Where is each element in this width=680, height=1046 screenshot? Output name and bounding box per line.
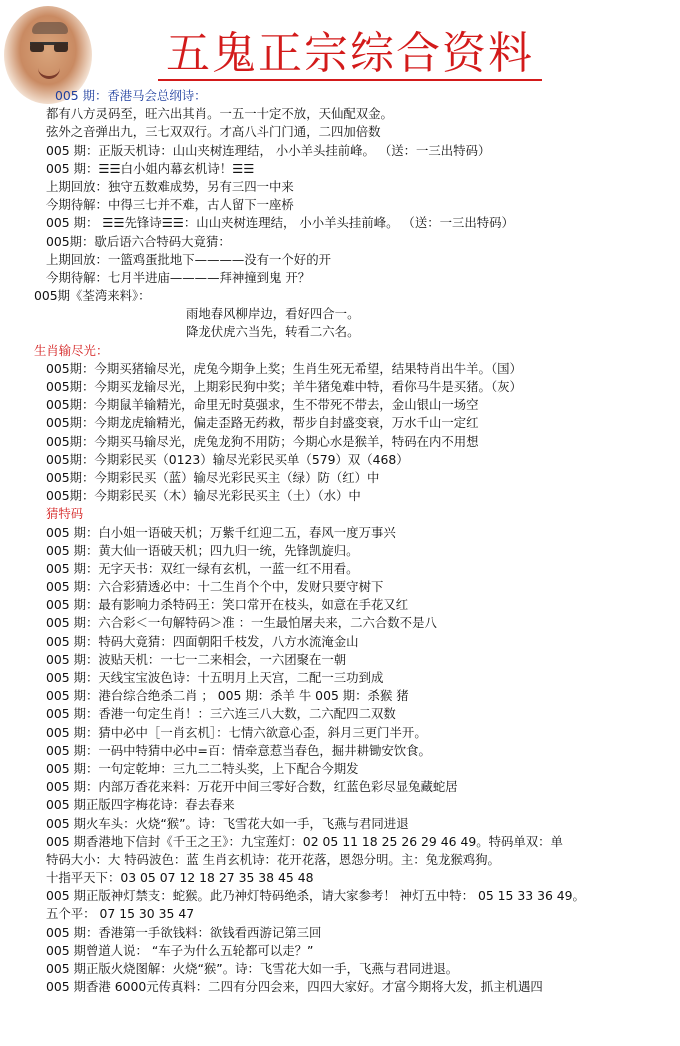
text-line: 上期回放：一篮鸡蛋批地下————没有一个好的开 <box>46 251 331 267</box>
text-line: 005 期：一码中特猜中必中=百：情牵意惹当春色，掘井耕锄安饮食。 <box>46 742 431 758</box>
text-line: 005 期：无字天书：双红一绿有玄机，一蓝一红不用看。 <box>46 560 359 576</box>
text-line: 今期待解：中得三七并不难，古人留下一座桥 <box>46 197 294 213</box>
text-line: 005 期：香港第一手欲钱料：欲钱看西游记第三回 <box>46 924 322 940</box>
text-line: 005 期：最有影响力杀特码王：笑口常开在枝头，如意在手花又红 <box>46 597 409 613</box>
text-line: 005 期：波贴天机：一七一二来相会，一六团聚在一朝 <box>46 651 347 667</box>
text-line: 005 期：猜中必中［一肖玄机］：七情六欲意心歪，斜月三更门半开。 <box>46 724 427 740</box>
text-line: 005 期正版火烧图解：火烧“猴”。诗：飞雪花大如一手，飞燕与君同进退。 <box>46 961 459 976</box>
text-line: 005 期曾道人说： “车子为什么五轮都可以走？” <box>46 942 314 958</box>
text-line: 005 期正版四字梅花诗：春去春来 <box>46 797 235 813</box>
text-line: 今期待解：七月半进庙————拜神撞到鬼 开？ <box>46 269 311 285</box>
text-line: 005 期：黄大仙一语破天机；四九归一统，先锋凯旋归。 <box>46 542 359 558</box>
avatar-mouth <box>38 68 60 79</box>
text-line: 005期：今期龙虎输精光，偏走歪路无药救，帮步自封盛变衰，万水千山一定红 <box>46 415 479 431</box>
text-line: 都有八方灵码至，旺六出其肖。一五一十定不放，天仙配双金。 <box>46 106 393 122</box>
text-line: 005 期：内部万香花来料：万花开中间三零好合数，红蓝色彩尽显兔藏蛇居 <box>46 779 458 795</box>
text-line: 005期：今期鼠羊输精光，命里无时莫强求，生不带死不带去，金山银山一场空 <box>46 397 479 413</box>
text-line: 005 期：香港马会总纲诗： <box>55 88 207 103</box>
text-line: 弦外之音弹出九，三七双双行。才高八斗门门通，二四加倍数 <box>46 124 381 140</box>
text-line: 005 期： ☰☰先锋诗☰☰：山山夹树连理结， 小小羊头挂前峰。 （送：一三出特码） <box>46 215 514 231</box>
text-line: 生肖输尽光： <box>34 342 109 358</box>
text-line: 上期回放：独守五数难成势，另有三四一中来 <box>46 178 294 194</box>
text-line: 005 期香港 6000元传真料：二四有分四会来，四四大家好。才富今期将大发，抓主机遇四 <box>46 979 543 995</box>
text-line: 005 期：正版天机诗：山山夹树连理结， 小小羊头挂前峰。 （送：一三出特码） <box>46 142 491 158</box>
text-line: 005 期：一句定乾坤：三九二二特头奖，上下配合今期发 <box>46 760 359 776</box>
text-line: 005期：今期买马输尽光，虎兔龙狗不用防；今期心水是猴羊，特码在内不用想 <box>46 433 479 449</box>
text-line: 005 期香港地下信封《千王之王》：九宝莲灯：02 05 11 18 25 26 29 46 49。特码单双：单 <box>46 833 563 849</box>
text-line: 005期：今期买龙输尽光，上期彩民狗中奖；羊牛猪兔难中特，看你马牛是买猪。（灰） <box>46 379 522 394</box>
text-line: 特码大小：大 特码波色：蓝 生肖玄机诗：花开花落，恩怨分明。主：兔龙猴鸡狗。 <box>46 851 500 867</box>
text-line: 005 期：天线宝宝波色诗：十五明月上天宫，二配一三功到成 <box>46 670 384 685</box>
text-line: 005期：今期彩民买（木）输尽光彩民买主（土）（水）中 <box>46 488 361 504</box>
avatar-glasses <box>30 42 68 55</box>
page-title: 五鬼正宗综合资料 <box>166 28 534 79</box>
text-line: 005 期：白小姐一语破天机；万紫千红迎二五，春风一度万事兴 <box>46 524 396 540</box>
text-line: 005 期：六合彩＜一句解特码＞准 ：一生最怕屠夫来，二六合数不是八 <box>46 615 437 631</box>
content-lines <box>0 87 680 996</box>
text-line: 005 期：香港一句定生肖！：三六连三八大数，二六配四二双数 <box>46 706 396 722</box>
text-line: 005 期：☰☰白小姐内幕玄机诗！☰☰ <box>46 160 255 176</box>
text-line: 005期：今期彩民买（0123）输尽光彩民买单（579）双（468） <box>46 451 409 467</box>
text-line: 005 期火车头：火烧“猴”。诗：飞雪花大如一手，飞燕与君同进退 <box>46 815 409 831</box>
text-line: 005 期：特码大竟猜：四面朝阳千枝发，八方水流淹金山 <box>46 633 359 649</box>
avatar-hair <box>32 22 68 34</box>
text-line: 005 期：港台综合绝杀二肖 ； 005 期：杀羊 牛 005 期：杀猴 猪 <box>46 688 409 704</box>
text-line: 降龙伏虎六当先，转看二六名。 <box>186 324 360 340</box>
text-line: 十指平天下：03 05 07 12 18 27 35 38 45 48 <box>46 870 314 886</box>
text-line: 005期：歇后语六合特码大竟猜： <box>46 233 231 249</box>
text-line: 005 期：六合彩猜透必中：十二生肖个个中，发财只要守树下 <box>46 579 384 595</box>
text-line: 005期：今期彩民买（蓝）输尽光彩民买主（绿）防（红）中 <box>46 469 380 485</box>
title-underline <box>158 79 542 81</box>
text-line: 雨地春风柳岸边，看好四合一。 <box>186 306 360 322</box>
text-line: 五个平： 07 15 30 35 47 <box>46 906 195 922</box>
text-line: 005 期正版神灯禁支：蛇猴。此乃神灯特码绝杀，请大家参考！ 神灯五中特： 05 15 33 36 49。 <box>46 888 585 904</box>
text-line: 猜特码 <box>46 506 84 522</box>
text-line: 005期《荃湾来料》： <box>34 288 151 304</box>
text-line: 005期：今期买猪输尽光，虎兔今期争上奖；生肖生死无希望，结果特肖出牛羊。（国） <box>46 360 522 376</box>
